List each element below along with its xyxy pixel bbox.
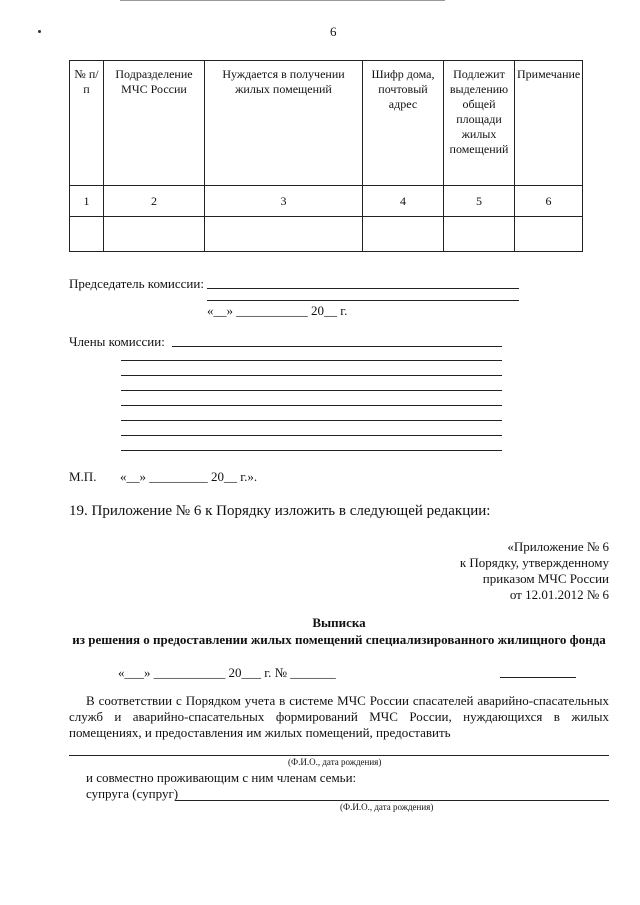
appendix-block [309, 539, 609, 603]
clause-text: 19. Приложение № 6 к Порядку изложить в следующей редакции: [69, 503, 491, 519]
table-cell [104, 217, 205, 252]
recipient-name-line [69, 755, 609, 756]
chairman-name-line [207, 300, 519, 301]
table-cell [444, 217, 515, 252]
appendix-line: приказом МЧС России [482, 571, 609, 586]
scan-dot [38, 30, 41, 33]
spouse-name-line [175, 800, 609, 801]
table-cell [515, 217, 583, 252]
column-header-area: Подлежит выделению общей площади жилых помещений [444, 61, 515, 186]
column-header-unit: Подразделение МЧС России [104, 61, 205, 186]
recipient-caption: (Ф.И.О., дата рождения) [288, 757, 382, 767]
spouse-label: супруга (супруг) [86, 786, 179, 801]
table-row-empty [70, 217, 583, 252]
table-cell: 1 [70, 186, 104, 217]
chairman-date: «__» ___________ 20__ г. [207, 303, 348, 318]
family-line: и совместно проживающим с ним членам семьи: [86, 770, 357, 785]
extract-title: Выписка [312, 615, 366, 630]
page-number: 6 [330, 24, 337, 39]
table-cell [363, 217, 444, 252]
stamp-label: М.П. [69, 469, 97, 484]
extract-date: «___» ___________ 20___ г. № _______ [118, 665, 336, 680]
column-header-address: Шифр дома, почтовый адрес [363, 61, 444, 186]
table-header-row [70, 61, 583, 186]
extract-body: В соответствии с Порядком учета в системе МЧС России спасателей аварийно-спасательных служб и аварийно-спасательных формирований МЧС России, нуждающихся в жилых помещениях, и предоставления им жилых помещений, предоставить [69, 693, 609, 740]
table-cell [205, 217, 363, 252]
table-cell: 6 [515, 186, 583, 217]
column-header-note: Примечание [515, 61, 583, 186]
members-line [121, 450, 502, 451]
table-cell: 4 [363, 186, 444, 217]
scan-top-edge [120, 0, 445, 1]
column-header-number: № п/п [70, 61, 104, 186]
stamp-date: «__» _________ 20__ г.». [120, 469, 258, 484]
members-line [121, 405, 502, 406]
appendix-line: к Порядку, утвержденному [459, 555, 609, 570]
table-cell: 3 [205, 186, 363, 217]
members-line [121, 390, 502, 391]
table-cell [70, 217, 104, 252]
spouse-caption: (Ф.И.О., дата рождения) [340, 802, 434, 812]
members-line [121, 360, 502, 361]
members-line [121, 375, 502, 376]
chairman-label: Председатель комиссии: [69, 276, 204, 291]
members-line [121, 435, 502, 436]
column-header-need: Нуждается в получении жилых помещений [205, 61, 363, 186]
extract-number-line [500, 677, 576, 678]
housing-table [69, 60, 583, 252]
members-line [172, 346, 502, 347]
appendix-line: «Приложение № 6 [507, 539, 609, 554]
members-line [121, 420, 502, 421]
table-cell: 2 [104, 186, 205, 217]
members-label: Члены комиссии: [69, 334, 165, 349]
table-cell: 5 [444, 186, 515, 217]
extract-subtitle: из решения о предоставлении жилых помещений специализированного жилищного фонда [72, 632, 606, 647]
appendix-line: от 12.01.2012 № 6 [509, 587, 609, 602]
table-row-numbers [70, 186, 583, 217]
chairman-signature-line [207, 288, 519, 289]
